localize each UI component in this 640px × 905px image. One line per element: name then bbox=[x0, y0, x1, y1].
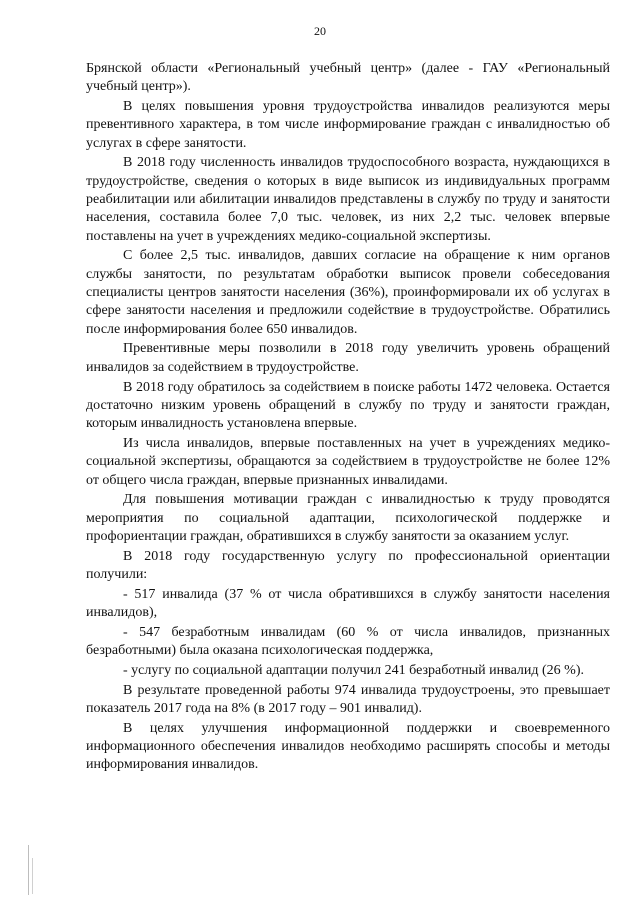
document-body bbox=[86, 60, 610, 776]
scan-margin-line bbox=[28, 845, 29, 895]
paragraph-2018-count: В 2018 году численность инвалидов трудоспособного возраста, нуждающихся в трудоустройстве, сведения о которых в виде выписок из индивидуальных программ реабилитации или абилитации инвалидов представлены в службу по труду и занятости населения, составила более 7,0 тыс. человек, из них 2,2 тыс. человек впервые поставлены на учет в учреждениях медико-социальной экспертизы. bbox=[86, 155, 610, 244]
paragraph-continuation: Брянской области «Региональный учебный центр» (далее - ГАУ «Региональный учебный центр»). bbox=[86, 61, 610, 95]
paragraph-increase: Превентивные меры позволили в 2018 году увеличить уровень обращений инвалидов за содействием в трудоустройстве. bbox=[86, 341, 610, 375]
paragraph-applications: В 2018 году обратилось за содействием в поиске работы 1472 человека. Остается достаточно низким уровень обращений в службу по труду и занятости граждан, которым инвалидность установлена впервые. bbox=[86, 379, 610, 432]
paragraph-first-time: Из числа инвалидов, впервые поставленных на учет в учреждениях медико-социальной экспертизы, обращаются за содействием в трудоустройстве не более 12% от общего числа граждан, впервые признанных инвалидами. bbox=[86, 435, 610, 488]
list-item: - 517 инвалида (37 % от числа обратившихся в службу занятости населения инвалидов), bbox=[86, 586, 610, 621]
paragraph-preventive-measures: В целях повышения уровня трудоустройства инвалидов реализуются меры превентивного характера, в том числе информирование граждан с инвалидностью об услугах в сфере занятости. bbox=[86, 99, 610, 151]
scan-margin-line bbox=[32, 858, 33, 894]
paragraph-interviews: С более 2,5 тыс. инвалидов, давших согласие на обращение к ним органов службы занятости, по результатам обработки выписок провели собеседования специалисты центров занятости населения (36%), проинформировали их об услугах в сфере занятости населения и предложили содействие в трудоустройстве. Обратились после информирования более 650 инвалидов. bbox=[86, 248, 610, 337]
paragraph-motivation: Для повышения мотивации граждан с инвалидностью к труду проводятся мероприятия по социальной адаптации, психологической поддержке и профориентации граждан, обратившихся в службу занятости за оказанием услуг. bbox=[86, 492, 610, 544]
paragraph-career-guidance: В 2018 году государственную услугу по профессиональной ориентации получили: bbox=[86, 548, 610, 583]
list-item: - услугу по социальной адаптации получил 241 безработный инвалид (26 %). bbox=[123, 663, 584, 678]
paragraph-conclusion: В целях улучшения информационной поддержки и своевременного информационного обеспечения инвалидов необходимо расширять способы и методы информирования инвалидов. bbox=[86, 720, 610, 773]
page-number: 20 bbox=[314, 24, 326, 38]
list-item: - 547 безработным инвалидам (60 % от числа инвалидов, признанных безработными) была оказана психологическая поддержка, bbox=[86, 624, 610, 659]
paragraph-results: В результате проведенной работы 974 инвалида трудоустроены, это превышает показатель 2017 года на 8% (в 2017 году – 901 инвалид). bbox=[86, 682, 610, 717]
